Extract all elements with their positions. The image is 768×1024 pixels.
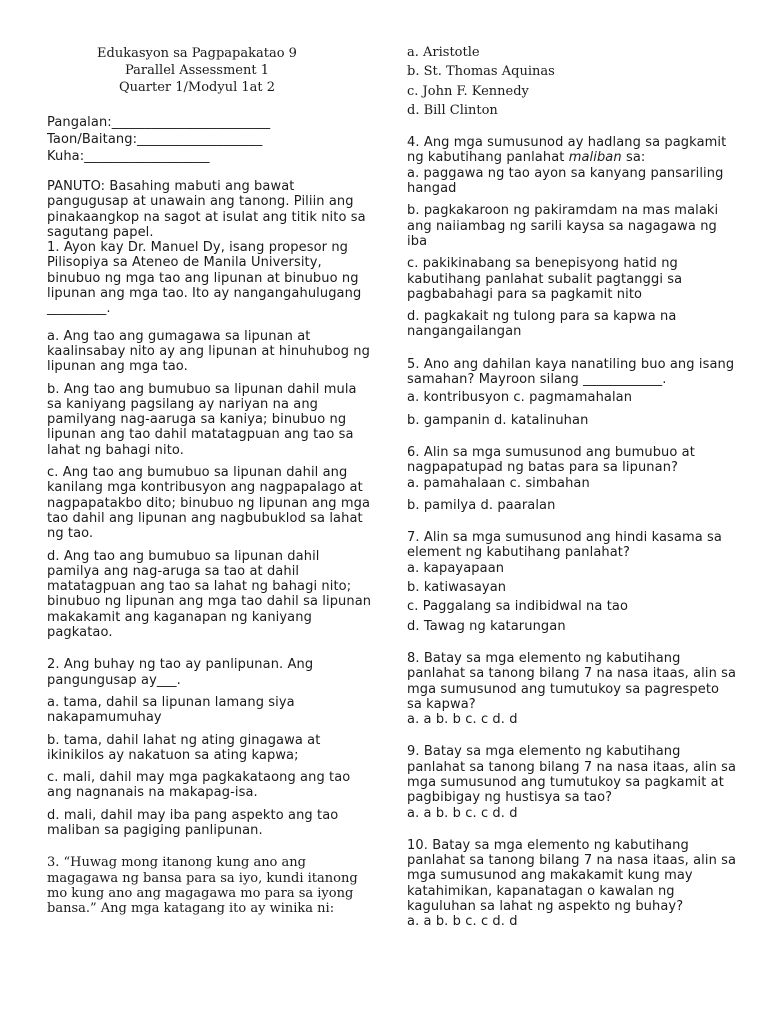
option-d: d. pagkakait ng tulong para sa kapwa na nangangailangan (407, 309, 677, 340)
option-a-c: a. pamahalaan c. simbahan (407, 475, 590, 491)
left-column (47, 45, 375, 916)
option-b: b. tama, dahil lahat ng ating ginagawa at ikinikilos ay nakatuon sa ating kapwa; (47, 732, 321, 763)
choices: a. a b. b c. c d. d (407, 805, 518, 821)
question-5 (407, 357, 737, 428)
question-10 (407, 838, 737, 930)
option-b-d: b. gampanin d. katalinuhan (407, 412, 589, 428)
option-c: c. mali, dahil may mga pagkakataong ang tao ang nagnanais na makapag-isa. (47, 770, 351, 801)
quarter-module: Quarter 1/Modyul 1at 2 (118, 80, 276, 95)
subject-title: Edukasyon sa Pagpapakatao 9 (97, 46, 297, 61)
question-1 (47, 240, 375, 640)
option-b: b. St. Thomas Aquinas (407, 64, 555, 80)
option-c: c. pakikinabang sa benepisyong hatid ng kabutihang panlahat subalit pagtanggi sa pagbabahagi para sa pagkamit nito (407, 256, 683, 302)
choices: a. a b. b c. c d. d (407, 914, 518, 930)
choices: a. a b. b c. c d. d (407, 712, 518, 728)
option-b: b. katiwasayan (407, 580, 507, 596)
grade-field: Taon/Baitang:___________________ (47, 132, 263, 147)
question-text: 4. Ang mga sumusunod ay hadlang sa pagkamit ng kabutihang panlahat maliban sa: (407, 135, 727, 166)
question-6 (407, 445, 737, 513)
option-b: b. pagkakaroon ng pakiramdam na mas malaki ang naiiambag ng sarili kaysa sa nagagawa ng iba (407, 203, 719, 249)
option-c: c. Ang tao ang bumubuo sa lipunan dahil ang kanilang mga kontribusyon ang nagpapalago at nagpapatakbo dito; binubuo ng lipunan ang mga tao dahil ang lipunan ang nagbubuklod sa lahat ng tao. (47, 465, 371, 542)
option-d: d. Bill Clinton (407, 102, 498, 118)
option-a: a. Ang tao ang gumagawa sa lipunan at kaalinsabay nito ay ang lipunan at hinuhubog ng lipunan ang mga tao. (47, 328, 370, 375)
assessment-title: Parallel Assessment 1 (125, 63, 269, 78)
question-7 (407, 530, 737, 634)
option-d: d. mali, dahil may iba pang aspekto ang tao maliban sa pagiging panlipunan. (47, 807, 339, 838)
question-text: 2. Ang buhay ng tao ay panlipunan. Ang pangungusap ay___. (47, 657, 314, 688)
question-9 (407, 744, 737, 820)
question-text: 10. Batay sa mga elemento ng kabutihang panlahat sa tanong bilang 7 na nasa itaas, alin sa mga sumusunod ang makakamit kung may katahimikan, kapanatagan o kawalan ng kaguluhan sa lahat ng aspekto ng buhay? (407, 837, 737, 915)
question-text: 5. Ano ang dahilan kaya nanatiling buo ang isang samahan? Mayroon silang ____________. (407, 356, 735, 388)
question-8 (407, 651, 737, 727)
question-text: 1. Ayon kay Dr. Manuel Dy, isang propesor ng Pilisopiya sa Ateneo de Manila University, binubuo ng mga tao ang lipunan at binubuo ng lipunan ang mga tao. Ito ay nangangahulugang _________. (47, 240, 362, 317)
option-d: d. Ang tao ang bumubuo sa lipunan dahil pamilya ang nag-aruga sa tao at dahil matatagpuan ang tao sa lahat ng bahagi nito; binubuo ng lipunan ang mga tao dahil sa lipunan makakamit ang kaganapan ng kaniyang pagkatao. (47, 548, 372, 641)
question-text: 3. “Huwag mong itanong kung ano ang magagawa ng bansa para sa iyo, kundi itanong mo kung ano ang magagawa mo para sa iyong bansa.” Ang mga katagang ito ay winika ni: (47, 855, 358, 917)
question-3-options (407, 45, 737, 118)
instructions: PANUTO: Basahing mabuti ang bawat pangugusap at unawain ang tanong. Piliin ang pinakaangkop na sagot at isulat ang titik nito sa sagutang papel. (47, 179, 366, 240)
question-4 (407, 135, 737, 340)
name-field: Pangalan:________________________ (47, 115, 271, 130)
option-b-d: b. pamilya d. paaralan (407, 497, 556, 513)
option-b: b. Ang tao ang bumubuo sa lipunan dahil mula sa kaniyang pagsilang ay nariyan na ang pamilyang nag-aaruga sa kaniya; binubuo ng lipunan ang tao dahil matatagpuan ang tao sa lahat ng bahagi nito. (47, 381, 357, 458)
question-text: 7. Alin sa mga sumusunod ang hindi kasama sa element ng kabutihang panlahat? (407, 530, 722, 561)
document-header (47, 45, 347, 96)
option-a: a. paggawa ng tao ayon sa kanyang pansariling hangad (407, 165, 724, 197)
kuha-field: Kuha:___________________ (47, 149, 210, 164)
option-a-c: a. kontribusyon c. pagmamahalan (407, 390, 633, 406)
question-text: 8. Batay sa mga elemento ng kabutihang panlahat sa tanong bilang 7 na nasa itaas, alin sa mga sumusunod ang tumutukoy sa pagrespeto sa kapwa? (407, 650, 737, 712)
option-c: c. John F. Kennedy (407, 83, 529, 99)
option-a: a. tama, dahil sa lipunan lamang siya nakapamumuhay (47, 694, 295, 726)
option-d: d. Tawag ng katarungan (407, 618, 566, 634)
option-a: a. kapayapaan (407, 560, 505, 576)
question-2 (47, 657, 375, 838)
question-3 (47, 855, 375, 916)
option-c: c. Paggalang sa indibidwal na tao (407, 599, 629, 615)
right-column (407, 45, 737, 930)
question-text: 9. Batay sa mga elemento ng kabutihang panlahat sa tanong bilang 7 na nasa itaas, alin sa mga sumusunod ang tumutukoy sa pagkamit at pagbibigay ng hustisya sa tao? (407, 744, 737, 806)
question-text: 6. Alin sa mga sumusunod ang bumubuo at nagpapatupad ng batas para sa lipunan? (407, 444, 695, 476)
student-info (47, 114, 375, 165)
option-a: a. Aristotle (407, 45, 480, 60)
